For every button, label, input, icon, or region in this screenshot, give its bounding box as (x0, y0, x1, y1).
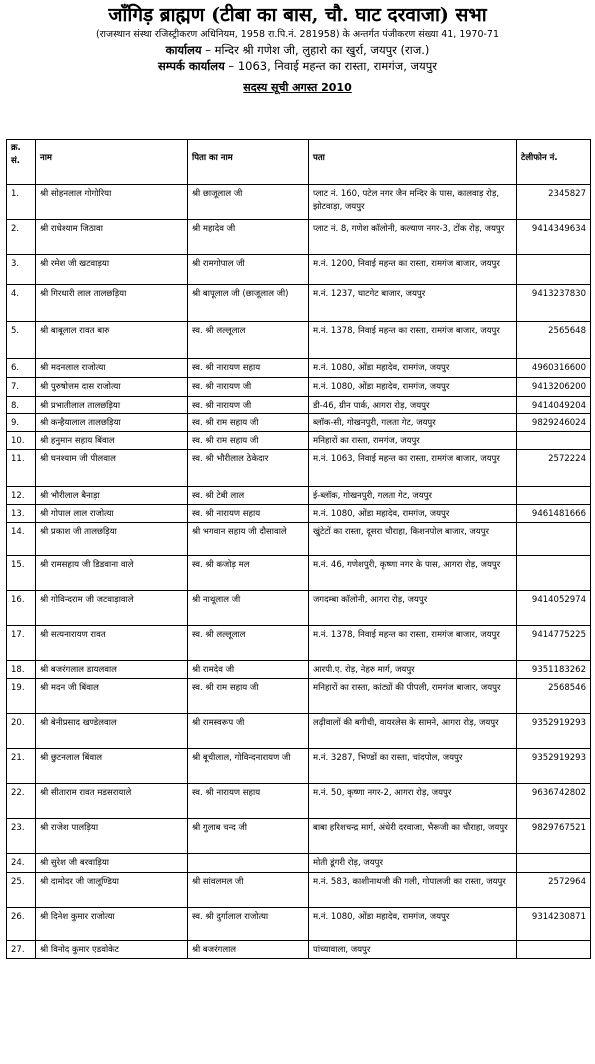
serial-cell: 13. (7, 505, 36, 523)
table-header-row (7, 140, 591, 185)
serial-cell: 21. (7, 749, 36, 784)
table-row (7, 220, 591, 255)
name-cell: श्री हनुमान सहाय बिंवाल (36, 432, 188, 450)
table-row (7, 432, 591, 450)
father-name-cell: श्री रामदेव जी (188, 661, 309, 679)
table-row (7, 285, 591, 322)
name-cell: श्री कन्हैयालाल तालछड़िया (36, 414, 188, 432)
phone-cell: 2345827 (517, 185, 591, 220)
name-cell: श्री राजेश पालड़िया (36, 819, 188, 854)
address-cell: म.नं. 1080, ओंडा महादेव, रामगंज, जयपुर (309, 378, 517, 397)
address-cell: मोती डूंगरी रोड़, जयपुर (309, 854, 517, 873)
table-row (7, 854, 591, 873)
serial-cell: 25. (7, 873, 36, 908)
serial-cell: 18. (7, 661, 36, 679)
office-label: कार्यालय (165, 43, 202, 57)
address-cell: म.नं. 50, कृष्णा नगर-2, आगरा रोड़, जयपुर (309, 784, 517, 819)
name-cell: श्री मदन जी बिंवाल (36, 679, 188, 714)
address-cell: म.नं. 583, काशीनाथजी की गली, गोपालजी का रास्ता, जयपुर (309, 873, 517, 908)
name-cell: श्री छुटनलाल बिंवाल (36, 749, 188, 784)
members-table (6, 139, 591, 959)
registration-line: (राजस्थान संस्था रजिस्ट्रीकरण अधिनियम, 1958 रा.पि.नं. 281958) के अन्तर्गत पंजीकरण संख्या 41, 1970-71 (95, 29, 500, 40)
father-name-cell: श्री बूचीलाल, गोविन्दनारायण जी (188, 749, 309, 784)
father-name-cell: स्व. श्री लल्लूलाल (188, 322, 309, 359)
phone-cell: 9414052974 (517, 591, 591, 626)
father-name-cell: श्री रामगोपाल जी (188, 255, 309, 285)
father-name-cell: स्व. श्री राम सहाय जी (188, 414, 309, 432)
address-cell: आरपी.ए. रोड़, नेहरु मार्ग, जयपुर (309, 661, 517, 679)
name-cell: श्री रामसहाय जी डिडवाना वाले (36, 556, 188, 591)
table-row (7, 185, 591, 220)
name-cell: श्री पुरुषोत्तम दास राजोत्या (36, 378, 188, 397)
father-name-cell: स्व. श्री राम सहाय जी (188, 432, 309, 450)
table-row (7, 749, 591, 784)
address-cell: म.नं. 1378, निवाई महन्त का रास्ता, रामगंज बाजार, जयपुर (309, 626, 517, 661)
serial-cell: 2. (7, 220, 36, 255)
table-row (7, 255, 591, 285)
phone-cell: 9636742802 (517, 784, 591, 819)
serial-cell: 10. (7, 432, 36, 450)
phone-cell (517, 255, 591, 285)
serial-cell: 5. (7, 322, 36, 359)
address-cell: बाबा हरिशचन्द्र मार्ग, अंधेरी दरवाजा, भैरूजी का चौराहा, जयपुर (309, 819, 517, 854)
father-name-cell: श्री बजरंगलाल (188, 941, 309, 959)
phone-cell: 9413206200 (517, 378, 591, 397)
name-cell: श्री दिनेश कुमार राजोत्या (36, 908, 188, 941)
address-cell: मनिहारों का रास्ता, रामगंज, जयपुर (309, 432, 517, 450)
header-name: नाम (36, 140, 188, 185)
phone-cell: 2572224 (517, 450, 591, 487)
father-name-cell: स्व. श्री नारायण जी (188, 378, 309, 397)
address-cell: ब्लॉक-सी, गोखनपुरी, गलता गेट, जयपुर (309, 414, 517, 432)
table-row (7, 505, 591, 523)
office-line (0, 42, 595, 58)
father-name-cell: स्व. श्री लल्लूलाल (188, 626, 309, 661)
phone-cell (517, 854, 591, 873)
address-cell: प्लाट नं. 8, गणेश कॉलोनी, कल्याण नगर-3, टोंक रोड़, जयपुर (309, 220, 517, 255)
address-cell: ई-ब्लॉक, गोखनपुरी, गलता गेट, जयपुर (309, 487, 517, 505)
contact-address: – 1063, निवाई महन्त का रास्ता, रामगंज, जयपुर (224, 59, 437, 73)
father-name-cell: श्री गुलाब चन्द जी (188, 819, 309, 854)
address-cell: म.नं. 1080, ओंडा महादेव, रामगंज, जयपुर (309, 908, 517, 941)
office-address: – मन्दिर श्री गणेश जी, लुहारो का खुर्रा, जयपुर (राज.) (201, 43, 430, 57)
father-name-cell: श्री सांवलमल जी (188, 873, 309, 908)
table-row (7, 523, 591, 556)
address-cell: लढ़ीवालों की बगीची, वायरलेस के सामने, आगरा रोड़, जयपुर (309, 714, 517, 749)
father-name-cell: स्व. श्री दुर्गालाल राजोत्या (188, 908, 309, 941)
phone-cell (517, 432, 591, 450)
document-header (0, 0, 595, 96)
serial-cell: 27. (7, 941, 36, 959)
father-name-cell: स्व. श्री टेबी लाल (188, 487, 309, 505)
page-title: जाँगिड़ ब्राह्मण (टीबा का बास, चौ. घाट दरवाजा) सभा (108, 4, 487, 26)
serial-cell: 26. (7, 908, 36, 941)
table-row (7, 487, 591, 505)
name-cell: श्री सत्यनारायण रावत (36, 626, 188, 661)
serial-cell: 24. (7, 854, 36, 873)
phone-cell: 9461481666 (517, 505, 591, 523)
table-body (7, 185, 591, 959)
father-name-cell: स्व. श्री नारायण सहाय (188, 359, 309, 378)
table-row (7, 714, 591, 749)
father-name-cell: श्री नाथूलाल जी (188, 591, 309, 626)
phone-cell: 9351183262 (517, 661, 591, 679)
phone-cell (517, 941, 591, 959)
phone-cell: 9414349634 (517, 220, 591, 255)
name-cell: श्री सीताराम रावत मडसरायाले (36, 784, 188, 819)
header-serial: क्र. सं. (7, 140, 36, 185)
table-row (7, 941, 591, 959)
name-cell: श्री भौरीलाल बैनाड़ा (36, 487, 188, 505)
name-cell: श्री मदनलाल राजोत्या (36, 359, 188, 378)
serial-cell: 19. (7, 679, 36, 714)
serial-cell: 14. (7, 523, 36, 556)
name-cell: श्री विनोद कुमार एडवोकेट (36, 941, 188, 959)
address-cell: म.नं. 1080, ओंडा महादेव, रामगंज, जयपुर (309, 505, 517, 523)
address-cell: म.नं. 3287, भिण्डों का रास्ता, चांदपोल, जयपुर (309, 749, 517, 784)
phone-cell: 9352919293 (517, 749, 591, 784)
address-cell: म.नं. 1080, ओंडा महादेव, रामगंज, जयपुर (309, 359, 517, 378)
father-name-cell: स्व. श्री राम सहाय जी (188, 679, 309, 714)
name-cell: श्री बेनीप्रसाद खण्डेलवाल (36, 714, 188, 749)
name-cell: श्री गिरधारी लाल तालछड़िया (36, 285, 188, 322)
contact-label: सम्पर्क कार्यालय (158, 59, 225, 73)
phone-cell: 4960316600 (517, 359, 591, 378)
name-cell: श्री घनश्याम जी पीलवाल (36, 450, 188, 487)
address-cell: म.नं. 1237, घाटगेट बाजार, जयपुर (309, 285, 517, 322)
serial-cell: 20. (7, 714, 36, 749)
list-title: सदस्य सूची अगस्त 2010 (243, 81, 352, 94)
serial-cell: 6. (7, 359, 36, 378)
table-row (7, 414, 591, 432)
serial-cell: 16. (7, 591, 36, 626)
serial-cell: 4. (7, 285, 36, 322)
father-name-cell: स्व. श्री नारायण सहाय (188, 505, 309, 523)
father-name-cell (188, 854, 309, 873)
phone-cell: 9829246024 (517, 414, 591, 432)
address-cell: प्लाट नं. 160, पटेल नगर जैन मन्दिर के पास, कालवाड़ रोड़, झोटवाड़ा, जयपुर (309, 185, 517, 220)
father-name-cell: श्री बापूलाल जी (छाजूलाल जी) (188, 285, 309, 322)
serial-cell: 7. (7, 378, 36, 397)
phone-cell (517, 523, 591, 556)
phone-cell: 2568546 (517, 679, 591, 714)
serial-cell: 11. (7, 450, 36, 487)
serial-cell: 12. (7, 487, 36, 505)
phone-cell: 9414049204 (517, 397, 591, 414)
table-row (7, 784, 591, 819)
table-row (7, 819, 591, 854)
table-row (7, 908, 591, 941)
phone-cell: 9314230871 (517, 908, 591, 941)
phone-cell: 9352919293 (517, 714, 591, 749)
phone-cell (517, 556, 591, 591)
address-cell: म.नं. 1378, निवाई महन्त का रास्ता, रामगंज बाजार, जयपुर (309, 322, 517, 359)
name-cell: श्री राधेश्याम जिठावा (36, 220, 188, 255)
phone-cell: 2572964 (517, 873, 591, 908)
header-address: पता (309, 140, 517, 185)
father-name-cell: स्व. श्री कजोड़ मल (188, 556, 309, 591)
name-cell: श्री दामोदर जी जालूण्डिया (36, 873, 188, 908)
phone-cell: 9829767521 (517, 819, 591, 854)
name-cell: श्री प्रकाश जी तालछड़िया (36, 523, 188, 556)
address-cell: मनिहारों का रास्ता, कांट्यों की पीपली, रामगंज बाजार, जयपुर (309, 679, 517, 714)
name-cell: श्री प्रभातीलाल तालछड़िया (36, 397, 188, 414)
father-name-cell: श्री छाजूलाल जी (188, 185, 309, 220)
name-cell: श्री रमेश जी खटवाड़या (36, 255, 188, 285)
phone-cell (517, 487, 591, 505)
table-row (7, 661, 591, 679)
serial-cell: 15. (7, 556, 36, 591)
table-row (7, 591, 591, 626)
name-cell: श्री बजरंगलाल डायलवाल (36, 661, 188, 679)
phone-cell: 9414775225 (517, 626, 591, 661)
header-phone: टेलीफोन नं. (517, 140, 591, 185)
father-name-cell: श्री भगवान सहाय जी दौसावाले (188, 523, 309, 556)
address-cell: डी-46, ग्रीन पार्क, आगरा रोड़, जयपुर (309, 397, 517, 414)
phone-cell: 2565648 (517, 322, 591, 359)
address-cell: जगदम्बा कॉलोनी, आगरा रोड़, जयपुर (309, 591, 517, 626)
serial-cell: 9. (7, 414, 36, 432)
serial-cell: 1. (7, 185, 36, 220)
name-cell: श्री बाबूलाल रावत बारु (36, 322, 188, 359)
father-name-cell: श्री रामस्वरूप जी (188, 714, 309, 749)
name-cell: श्री सुरेश जी बरवाड़िया (36, 854, 188, 873)
table-row (7, 626, 591, 661)
serial-cell: 17. (7, 626, 36, 661)
phone-cell: 9413237830 (517, 285, 591, 322)
address-cell: खुंटेटों का रास्ता, दूसरा चौराहा, किशनपोल बाजार, जयपुर (309, 523, 517, 556)
address-cell: पांच्यावाला, जयपुर (309, 941, 517, 959)
father-name-cell: स्व. श्री नारायण सहाय (188, 784, 309, 819)
table-row (7, 397, 591, 414)
serial-cell: 8. (7, 397, 36, 414)
table-row (7, 322, 591, 359)
address-cell: म.नं. 1063, निवाई महन्त का रास्ता, रामगंज बाजार, जयपुर (309, 450, 517, 487)
table-row (7, 359, 591, 378)
name-cell: श्री सोहनलाल गोगोरिया (36, 185, 188, 220)
table-row (7, 450, 591, 487)
address-cell: म.नं. 46, गणेशपुरी, कृष्णा नगर के पास, आगरा रोड़, जयपुर (309, 556, 517, 591)
contact-line (0, 58, 595, 74)
table-row (7, 378, 591, 397)
father-name-cell: श्री महादेव जी (188, 220, 309, 255)
header-father: पिता का नाम (188, 140, 309, 185)
serial-cell: 3. (7, 255, 36, 285)
table-row (7, 679, 591, 714)
father-name-cell: स्व. श्री भौरीलाल ठेकेदार (188, 450, 309, 487)
serial-cell: 23. (7, 819, 36, 854)
table-row (7, 556, 591, 591)
name-cell: श्री गोपाल लाल राजोत्या (36, 505, 188, 523)
serial-cell: 22. (7, 784, 36, 819)
name-cell: श्री गोविन्दराम जी जटवाड़ावाले (36, 591, 188, 626)
table-row (7, 873, 591, 908)
address-cell: म.नं. 1200, निवाई महन्त का रास्ता, रामगंज बाजार, जयपुर (309, 255, 517, 285)
father-name-cell: स्व. श्री नारायण जी (188, 397, 309, 414)
